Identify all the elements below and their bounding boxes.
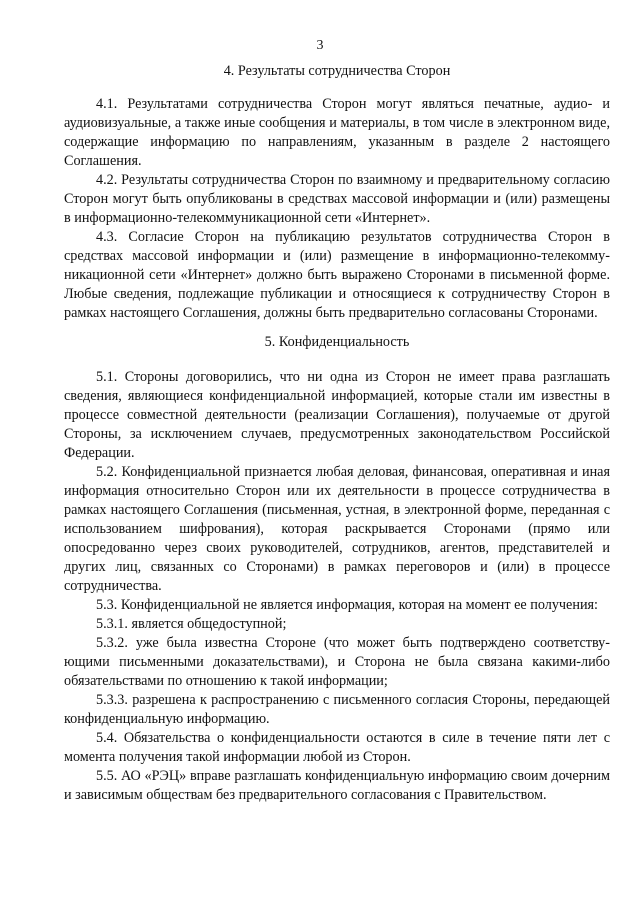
paragraph-4-2: 4.2. Результаты сотрудничества Сторон по взаимному и предварительному согласию Сторон могут быть опубликованы в средствах массовой информации и (или) размещены в информационно-телекоммуникационной сети «Интернет». [64, 172, 610, 226]
paragraph-5-3-3: 5.3.3. разрешена к распространению с письменного согласия Стороны, передающей конфиденциальную информацию. [64, 692, 610, 727]
paragraph-5-2: 5.2. Конфиденциальной признается любая деловая, финансовая, оперативная и иная информация относительно Сторон или их деятельности в процессе сотрудничества в рамках настоящего Соглашения (письменная, устная, в электронной форме, переданная с использованием шифрования), которая раскрывается Сторонами (прямо или опосредованно через своих руководителей, сотрудников, агентов, представителей и других лиц, связанных со Сторонами) в рамках переговоров и (или) в процессе сотрудничества. [64, 464, 610, 594]
section-5-heading: 5. Конфиденциальность [264, 334, 410, 350]
page-number: 3 [316, 38, 324, 53]
paragraph-4-3: 4.3. Согласие Сторон на публикацию результатов сотрудничества Сторон в средствах массовой информации и (или) размещение в информационно-телекоммуникационной сети «Интернет» должно быть выражено Сторонами в письменной форме. Любые сведения, подлежащие публикации и относящиеся к сотрудничеству Сторон в рамках настоящего Соглашения, должны быть предварительно согласованы Сторонами. [64, 229, 610, 321]
section-4-heading: 4. Результаты сотрудничества Сторон [223, 63, 451, 79]
paragraph-5-3-1: 5.3.1. является общедоступной; [96, 616, 287, 632]
paragraph-5-3: 5.3. Конфиденциальной не является информация, которая на момент ее получения: [96, 597, 598, 613]
paragraph-5-5: 5.5. АО «РЭЦ» вправе разглашать конфиденциальную информацию своим дочерним и зависимым обществам без предварительного согласования с Правительством. [64, 768, 610, 803]
document-body [64, 62, 610, 805]
paragraph-4-1: 4.1. Результатами сотрудничества Сторон могут являться печатные, аудио- и аудиовизуальные, а также иные сообщения и материалы, в том числе в электронном виде, содержащие информацию по направлениям, указанным в разделе 2 настоящего Соглашения. [64, 96, 610, 169]
paragraph-5-1: 5.1. Стороны договорились, что ни одна из Сторон не имеет права разглашать сведения, являющиеся конфиденциальной информацией, которые стали им известны в процессе совместной деятельности (реализации Соглашения), получаемые от другой Стороны, за исключением случаев, предусмотренных законодательством Российской Федерации. [64, 369, 610, 461]
paragraph-5-4: 5.4. Обязательства о конфиденциальности остаются в силе в течение пяти лет с момента получения такой информации любой из Сторон. [64, 730, 610, 765]
paragraph-5-3-2: 5.3.2. уже была известна Стороне (что может быть подтверждено соответствующими письменными доказательствами), и Сторона не была связана какими-либо обязательствами по отношению к такой информации; [64, 635, 610, 689]
